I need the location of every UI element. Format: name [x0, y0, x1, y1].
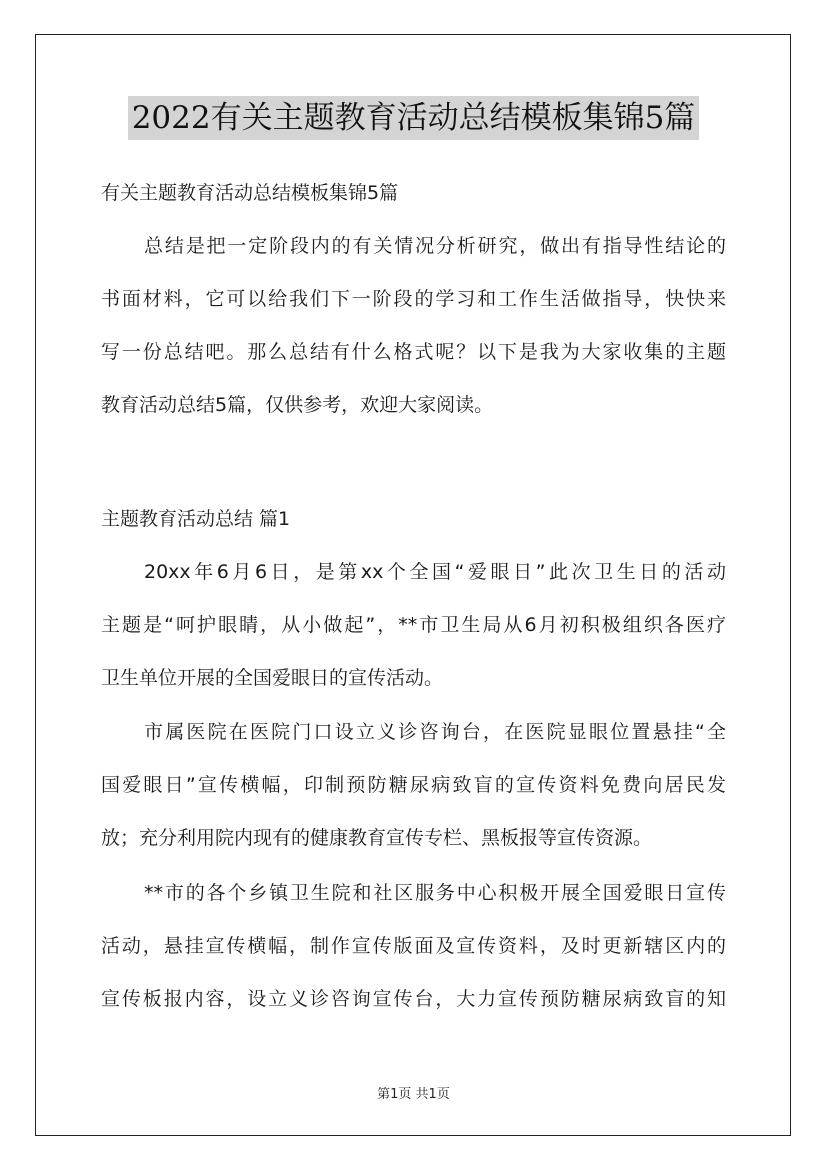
paragraph-line: 写一份总结吧。那么总结有什么格式呢？以下是我为大家收集的主题 [101, 341, 726, 363]
paragraph-1 [101, 559, 726, 718]
page-footer: 第1页 共1页 [377, 1087, 450, 1102]
section-heading: 主题教育活动总结 篇1 [101, 508, 291, 530]
paragraph-line: **市的各个乡镇卫生院和社区服务中心积极开展全国爱眼日宣传 [144, 882, 726, 904]
paragraph-2 [101, 719, 726, 878]
paragraph-line: 宣传板报内容，设立义诊咨询宣传台，大力宣传预防糖尿病致盲的知 [101, 988, 726, 1010]
document-subtitle: 有关主题教育活动总结模板集锦5篇 [101, 182, 399, 204]
paragraph-line: 书面材料，它可以给我们下一阶段的学习和工作生活做指导，快快来 [101, 288, 726, 310]
paragraph-line: 活动，悬挂宣传横幅，制作宣传版面及宣传资料，及时更新辖区内的 [101, 935, 726, 957]
paragraph-line: 20xx年6月6日，是第xx个全国“爱眼日”此次卫生日的活动 [144, 561, 726, 583]
paragraph-3 [101, 880, 726, 1039]
paragraph-line: 卫生单位开展的全国爱眼日的宣传活动。 [101, 667, 444, 689]
paragraph-line: 国爱眼日”宣传横幅，印制预防糖尿病致盲的宣传资料免费向居民发 [101, 774, 726, 796]
intro-paragraph [101, 233, 726, 445]
document-title: 2022有关主题教育活动总结模板集锦5篇 [128, 96, 700, 140]
paragraph-line: 放；充分利用院内现有的健康教育宣传专栏、黑板报等宣传资源。 [101, 827, 653, 849]
paragraph-line: 教育活动总结5篇，仅供参考，欢迎大家阅读。 [101, 394, 494, 416]
paragraph-line: 主题是“呵护眼睛，从小做起”，**市卫生局从6月初积极组织各医疗 [101, 614, 726, 636]
paragraph-line: 总结是把一定阶段内的有关情况分析研究，做出有指导性结论的 [144, 235, 726, 257]
title-container [0, 96, 827, 140]
paragraph-line: 市属医院在医院门口设立义诊咨询台，在医院显眼位置悬挂“全 [144, 721, 726, 743]
